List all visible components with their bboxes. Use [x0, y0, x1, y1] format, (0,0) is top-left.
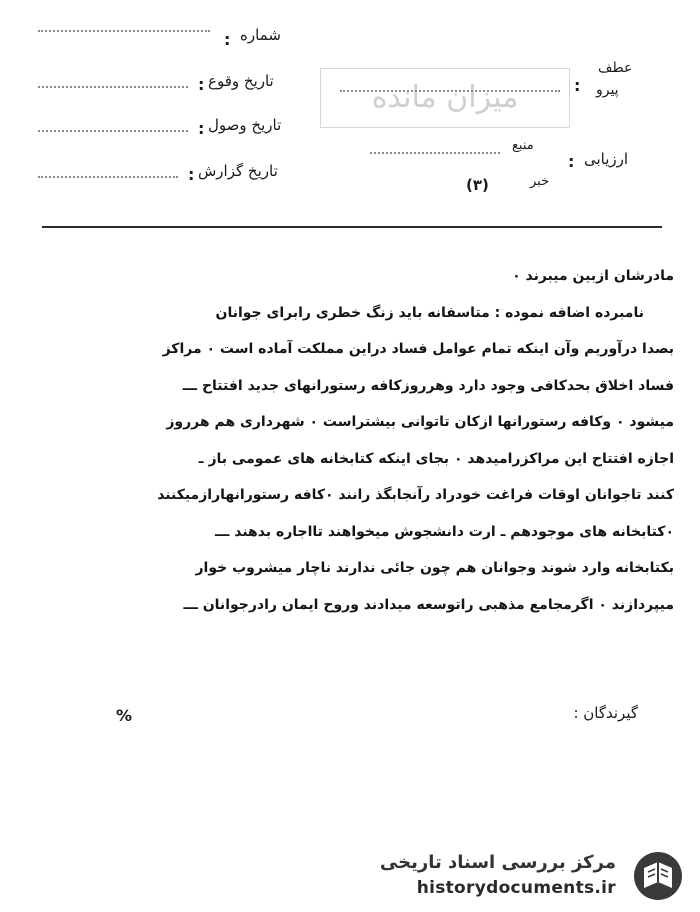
arzyabi-label: ارزیابی: [584, 150, 629, 168]
receivers-label: گیرندگان :: [573, 704, 638, 722]
report-body: [92, 258, 674, 623]
arzyabi-colon: :: [568, 152, 575, 171]
atf-dots: [340, 90, 560, 92]
logo-persian-text: مرکز بررسی اسناد تاریخی: [379, 852, 616, 873]
header-divider: [42, 226, 662, 228]
tarikh-gozaresh-colon: :: [188, 165, 195, 184]
shomareh-dots: [38, 30, 210, 32]
tarikh-gozaresh-dots: [38, 176, 178, 178]
tarikh-vosul-dots: [38, 130, 188, 132]
archive-logo[interactable]: [358, 848, 688, 904]
shomareh-colon: :: [224, 30, 231, 49]
body-line-8: بکتابخانه وارد شوند وجوانان هم چون جائی ندارند ناچار میشروب خوار: [195, 560, 674, 576]
body-line-6: کنند تاجوانان اوقات فراغت خودراد رآنجابگذ رانند ۰کافه رستورانهارازمیکنند: [157, 487, 674, 503]
tarikh-vaqe-label: تاریخ وقوع: [208, 72, 274, 90]
percent-mark: %: [116, 706, 133, 725]
archive-book-icon: [630, 850, 686, 902]
body-line-7: ۰کتابخانه های موجودهم ـ ارت دانشجوش میخواهند تااجاره بدهند ـــ: [215, 523, 674, 540]
tarikh-vosul-colon: :: [198, 119, 205, 138]
tarikh-vaqe-dots: [38, 86, 188, 88]
manba-label: منبع: [512, 138, 534, 153]
report-title: مادرشان ازبین میبرند ۰: [512, 268, 674, 284]
body-line-9: میپردازند ۰ اگرمجامع مذهبی راتوسعه میدادند وروح ایمان رادرجوانان ـــ: [183, 596, 674, 613]
tarikh-gozaresh-label: تاریخ گزارش: [198, 162, 278, 180]
atf-label: عطف: [598, 60, 633, 76]
khabar-label: خبر: [530, 174, 550, 189]
faded-stamp: میزان مانده: [320, 68, 570, 128]
body-line-2: بصدا درآوریم وآن اینکه تمام عوامل فساد دراین مملکت آماده است ۰ مراکز: [162, 341, 674, 357]
atf-colon: :: [574, 76, 581, 95]
logo-url-text: historydocuments.ir: [416, 878, 616, 898]
body-line-3: فساد اخلاق بحدکافی وجود دارد وهرروزکافه رستورانهای جدید افتتاح ـــ: [182, 377, 674, 394]
peyro-label: پیرو: [596, 82, 619, 98]
shomareh-label: شماره: [240, 26, 281, 44]
body-line-5: اجازه افتتاح این مراکزرامیدهد ۰ بجای اینکه کتابخانه های عمومی باز ـ: [198, 450, 674, 467]
body-line-1: نامبرده اضافه نموده : متاسفانه باید زنگ خطری رابرای جوانان: [215, 304, 644, 321]
manba-dots: [370, 152, 500, 154]
tarikh-vaqe-colon: :: [198, 75, 205, 94]
tarikh-vosul-label: تاریخ وصول: [208, 116, 282, 134]
number-tag: (۳): [466, 176, 489, 194]
body-line-4: میشود ۰ وکافه رستورانها ازکان تاتوانی بیشتراست ۰ شهرداری هم هرروز: [166, 414, 674, 430]
